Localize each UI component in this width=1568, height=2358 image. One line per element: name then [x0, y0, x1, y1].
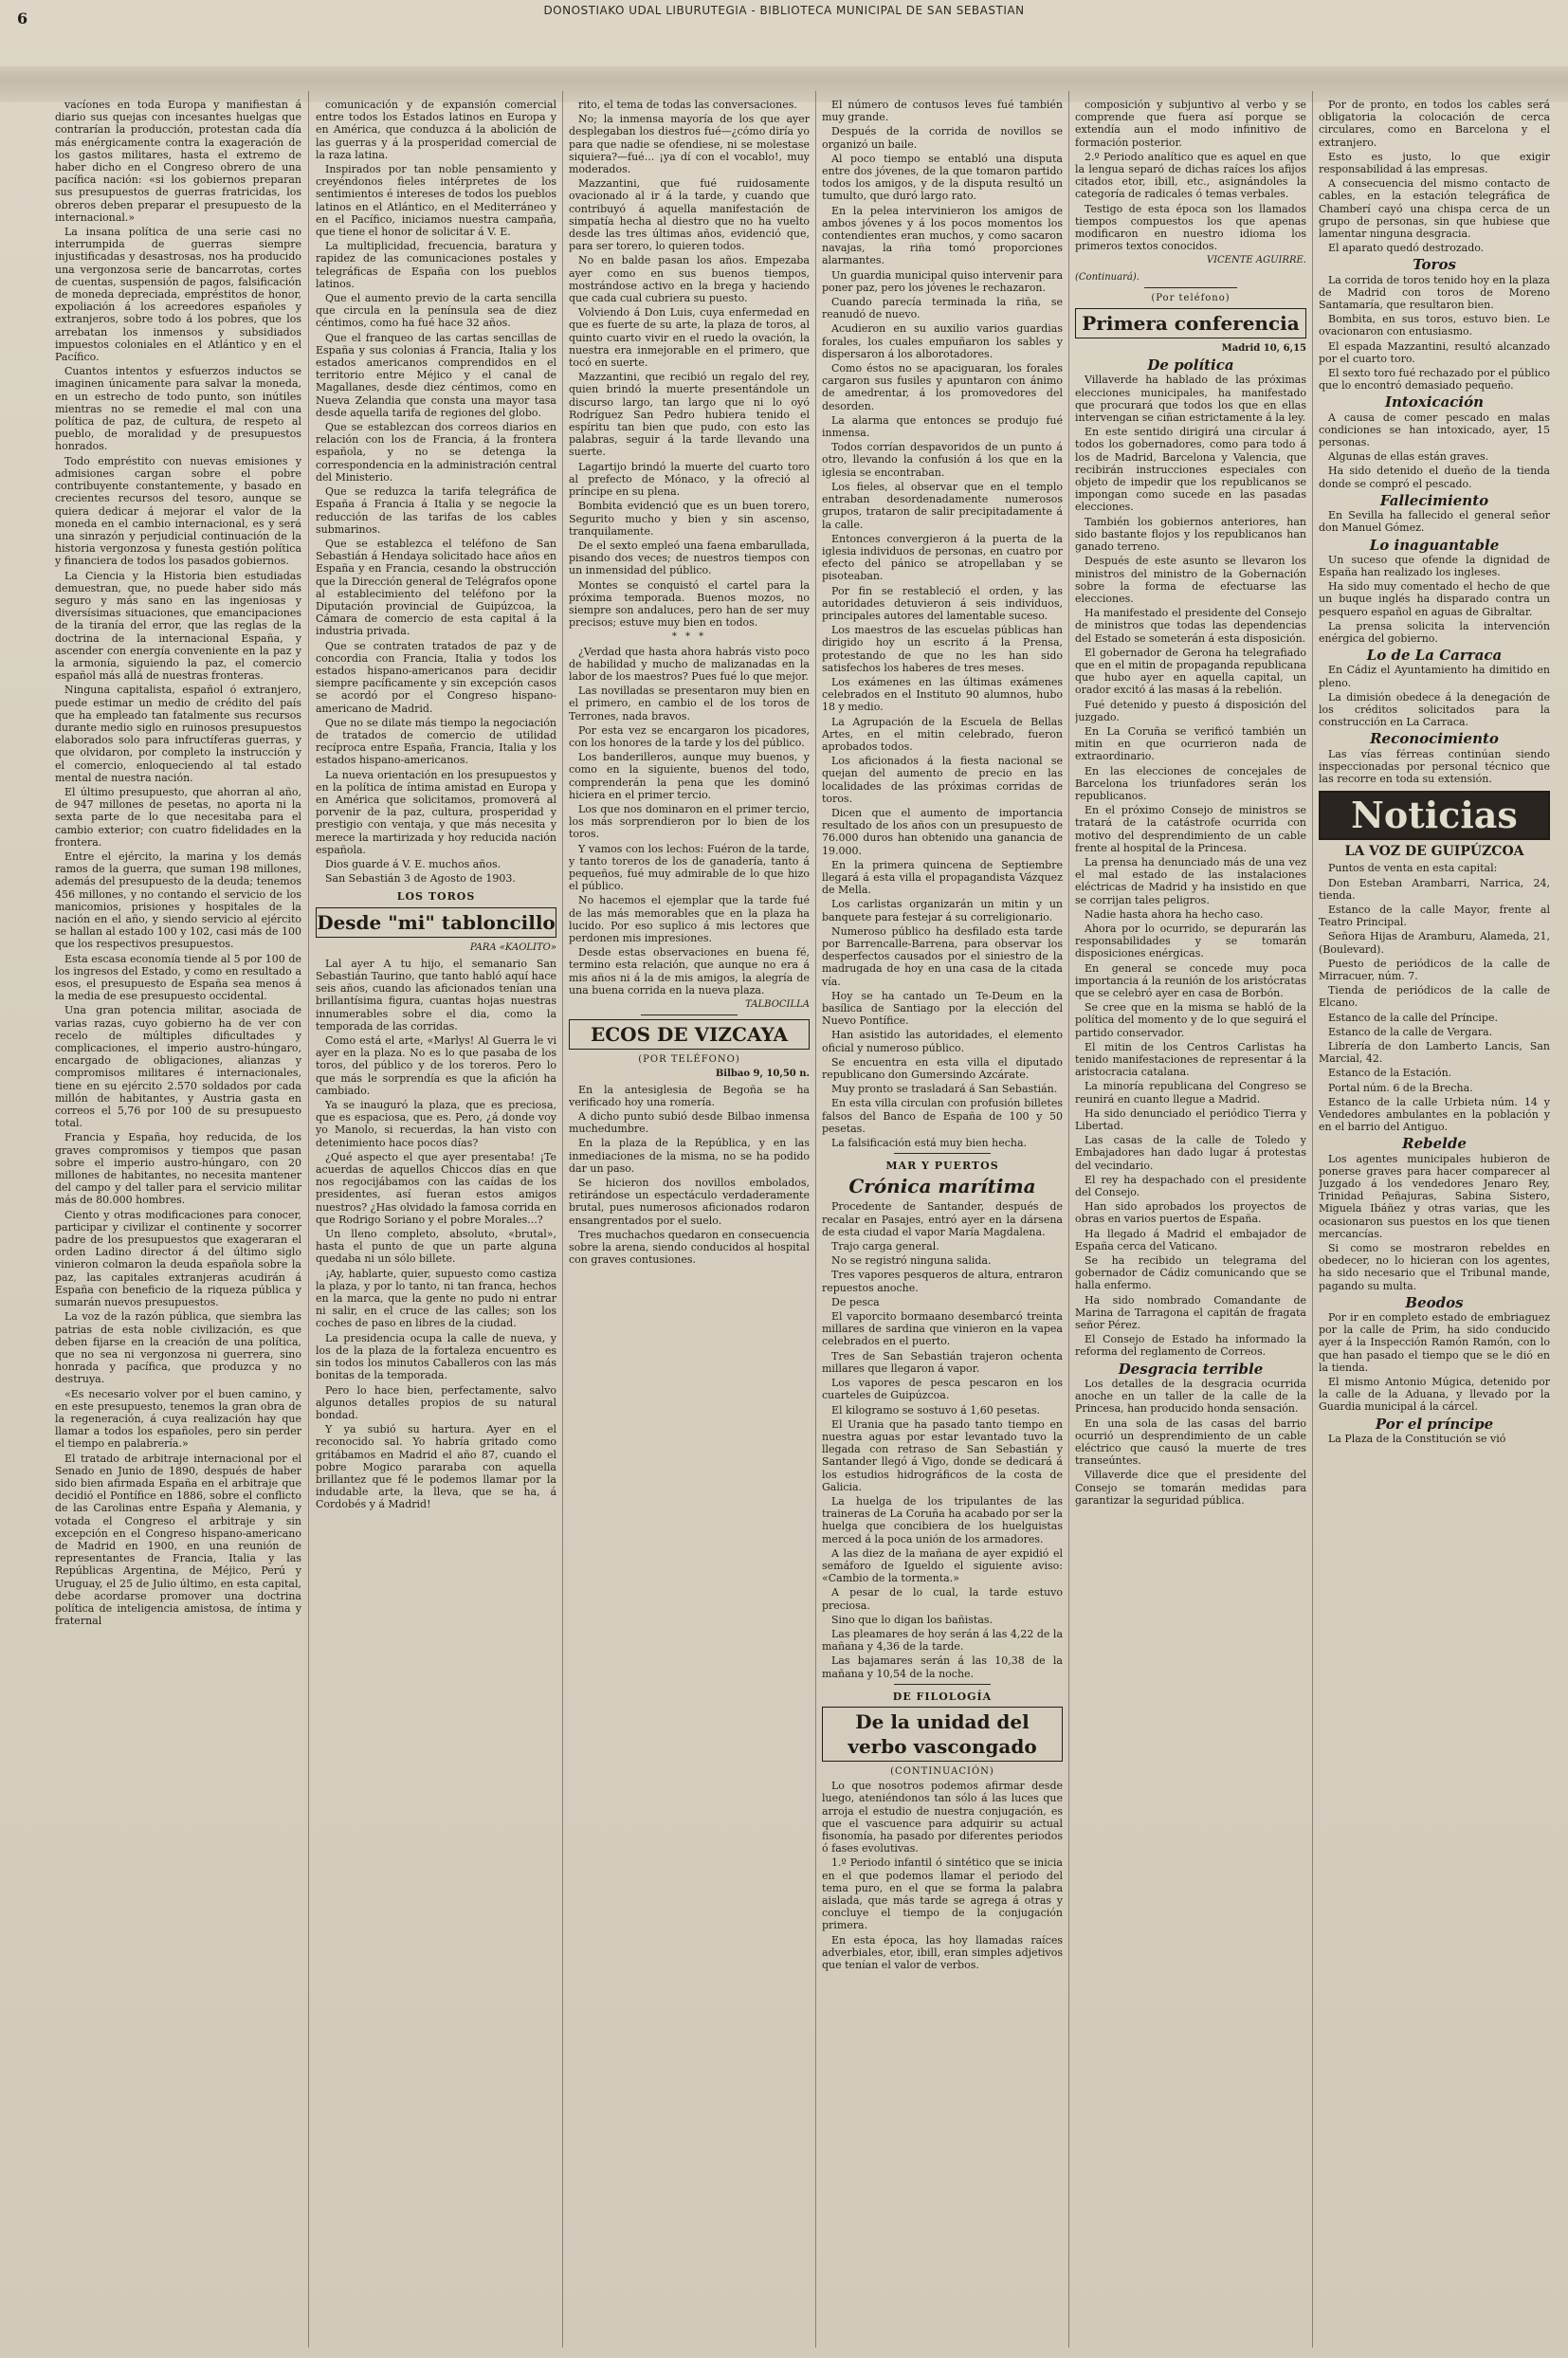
section-filologia: DE FILOLOGÍA — [892, 1690, 993, 1703]
paragraph: Los carlistas organizarán un mitin y un banquete para festejar á su correligionario. — [822, 898, 1063, 923]
paragraph: Al poco tiempo se entabló una disputa entre dos jóvenes, de la que tomaron partido todos los amigos, y de la disputa resultó un tumulto, que duró largo rato. — [822, 152, 1063, 203]
paragraph: El espada Mazzantini, resultó alcanzado por el cuarto toro. — [1319, 339, 1550, 365]
paragraph: Que se establezcan dos correos diarios en relación con los de Francia, á la frontera española, y no se detenga la correspondencia en la administración central del Ministerio. — [316, 421, 556, 484]
paragraph: Ninguna capitalista, español ó extranjero, puede estimar un medio de crédito del país que ha empleado tan fatalmente sus recursos durante medio siglo en ruinosos presupuestos elaborados solo para infructíferas guerras, y que olvidaron, por completo la instrucción y el comercio, enloqueciendo al tal estado mental de nuestra nación. — [55, 684, 301, 784]
paragraph: vacíones en toda Europa y manifiestan á diario sus quejas con incesantes huelgas que contrarían la producción, protestan cada día más enérgicamente contra la exageración de los gastos militares, hasta el extremo de haber dicho en el Congreso obrero de una pacífica nación: «si los gobiernos preparan sus presupuestos de guerras fratricidas, los obreros deben preparar el presupuesto de la internacional.» — [55, 99, 301, 224]
page-fold-shadow — [0, 66, 1568, 102]
paragraph: San Sebastián 3 de Agosto de 1903. — [325, 872, 516, 886]
column-rule — [562, 91, 563, 2348]
paragraph: El vaporcito bormaano desembarcó treinta millares de sardina que vinieron en la vapea celebrados en el puerto. — [822, 1310, 1063, 1348]
section-fallecimiento: Fallecimiento — [1379, 491, 1489, 509]
column-4 — [822, 99, 1063, 2346]
column-2 — [316, 99, 556, 2346]
paragraph: Los fieles, al observar que en el templo entraban desordenadamente numerosos grupos, trataron de salir precipitadamente á la calle. — [822, 480, 1063, 531]
paragraph: En la pelea intervinieron los amigos de ambos jóvenes y á los pocos momentos los contendientes eran muchos, y como sacaron navajas, la riña tomó proporciones alarmantes. — [822, 204, 1063, 267]
paragraph: En Sevilla ha fallecido el general señor don Manuel Gómez. — [1319, 509, 1550, 535]
paragraph: Los agentes municipales hubieron de ponerse graves para hacer comparecer al Juzgado á los vendedores Jenaro Rey, Trinidad Peñajuras, Sabina Sistero, Miguela Ibáñez y otras varias, que les ocasionaron sus puestos en los que tienen mercancías. — [1319, 1152, 1550, 1240]
paragraph: La multiplicidad, frecuencia, baratura y rapidez de las comunicaciones postales y telegráficas de España con los pueblos latinos. — [316, 240, 556, 290]
column-1 — [55, 99, 301, 2346]
col3-text-bottom — [569, 646, 810, 996]
paragraph: Los vapores de pesca pescaron en los cuarteles de Guipúzcoa. — [822, 1377, 1063, 1402]
paragraph: A pesar de lo cual, la tarde estuvo preciosa. — [822, 1586, 1063, 1612]
paragraph: La dimisión obedece á la denegación de los créditos solicitados para la construcción en La Carraca. — [1319, 690, 1550, 729]
paragraph: La prensa solicita la intervención enérgica del gobierno. — [1319, 619, 1550, 645]
paragraph: El sexto toro fué rechazado por el público que lo encontró demasiado pequeño. — [1319, 367, 1550, 393]
paragraph: En la plaza de la República, y en las inmediaciones de la misma, no se ha podido dar un paso. — [569, 1137, 810, 1175]
paragraph: Que el aumento previo de la carta sencilla que circula en la península sea de diez céntimos, como ha fué hace 32 años. — [316, 292, 556, 330]
paragraph: Por esta vez se encargaron los picadores, con los honores de la tarde y los del público. — [569, 723, 810, 749]
column-3 — [569, 99, 810, 2346]
paragraph: También los gobiernos anteriores, han sido bastante flojos y los republicanos han ganado terreno. — [1075, 515, 1306, 554]
continuara: (Continuará). — [1075, 271, 1140, 283]
paragraph: comunicación y de expansión comercial entre todos los Estados latinos en Europa y en América, que conduzca á la abolición de las guerras y á la prosperidad comercial de la raza latina. — [316, 99, 556, 161]
paragraph: No; la inmensa mayoría de los que ayer desplegaban los diestros fué—¿cómo diría yo para que nadie se ofendiese, ni se molestase siquiera?—fué... ¡ya dí con el vocablo!, muy moderados. — [569, 113, 810, 176]
section-kicker-toros: LOS TOROS — [396, 890, 476, 904]
paragraph: La corrida de toros tenido hoy en la plaza de Madrid con toros de Moreno Santamaría, que resultaron bien. — [1319, 273, 1550, 312]
paragraph: Una gran potencia militar, asociada de varias razas, cuyo gobierno ha de ver con recelo de múltiples dificultades y complicaciones, el imperio austro-húngaro, encargado de obligaciones, alianzas y compromisos militares é internacionales, tiene en su ejército 2.570 soldados por cada millón de habitantes, y Austria gasta en correos el 5,76 por 100 de su presupuesto total. — [55, 1004, 301, 1130]
paragraph: Estanco de la calle de Vergara. — [1328, 1025, 1493, 1038]
paragraph: El mismo Antonio Múgica, detenido por la calle de la Aduana, y llevado por la Guardia municipal á la cárcel. — [1319, 1376, 1550, 1414]
headline-noticias: Noticias — [1319, 791, 1550, 840]
subhead-continuacion: (CONTINUACIÓN) — [890, 1765, 994, 1777]
col3-text-vizcaya — [569, 1084, 810, 1267]
paragraph: En general se concede muy poca importancia á la reunión de los aristócratas que se celebró ayer en casa de Borbón. — [1075, 961, 1306, 999]
section-rebelde: Rebelde — [1402, 1135, 1467, 1153]
paragraph: El gobernador de Gerona ha telegrafiado que en el mitin de propaganda republicana que hubo ayer en aquella capital, un orador excitó á las masas á la rebelión. — [1075, 646, 1306, 697]
paragraph: Nadie hasta ahora ha hecho caso. — [1085, 907, 1264, 921]
col5-text-des — [1075, 1378, 1306, 1507]
paragraph: Que no se dilate más tiempo la negociación de tratados de comercio de utilidad recíproca entre España, Francia, Italia y los estados hispano-americanos. — [316, 716, 556, 767]
paragraph: La minoría republicana del Congreso se reunirá en cuanto llegue a Madrid. — [1075, 1080, 1306, 1106]
divider — [894, 1153, 991, 1154]
paragraph: El Consejo de Estado ha informado la reforma del reglamento de Correos. — [1075, 1333, 1306, 1359]
section-voz-guipuzcoa: LA VOZ DE GUIPÚZCOA — [1344, 844, 1524, 860]
paragraph: rito, el tema de todas las conversaciones. — [578, 99, 797, 111]
paragraph: Un lleno completo, absoluto, «brutal», hasta el punto de que un parte alguna quedaba ni un sólo billete. — [316, 1228, 556, 1266]
paragraph: Librería de don Lamberto Lancis, San Marcial, 42. — [1319, 1040, 1550, 1066]
section-intoxicacion: Intoxicación — [1384, 393, 1485, 411]
paragraph: Lo que nosotros podemos afirmar desde luego, ateniéndonos tan sólo á las luces que arroja el estudio de nuestra conjugación, es que el vascuence para adquirir su actual fisonomía, ha pasado por diferentes periodos ó fases evolutivas. — [822, 1780, 1063, 1855]
headline-ecos-vizcaya: ECOS DE VIZCAYA — [569, 1019, 810, 1050]
column-rule — [308, 91, 309, 2348]
paragraph: «Es necesario volver por el buen camino, y en este presupuesto, tenemos la gran obra de la regeneración, á cuya realización hay que llamar a todos los españoles, pero sin perder el tiempo en palabrería.» — [55, 1387, 301, 1451]
paragraph: Si como se mostraron rebeldes en obedecer, no lo hicieran con los agentes, ha sido necesario que el Tribunal mande, pagando su multa. — [1319, 1242, 1550, 1292]
col4-text-top — [822, 99, 1063, 1149]
paragraph: Tres muchachos quedaron en consecuencia sobre la arena, siendo conducidos al hospital con graves contusiones. — [569, 1228, 810, 1267]
paragraph: Los detalles de la desgracia ocurrida anoche en un taller de la calle de la Princesa, han producido honda sensación. — [1075, 1377, 1306, 1416]
paragraph: Los que nos dominaron en el primer tercio, los más sorprendieron por lo bien de los toros. — [569, 802, 810, 841]
paragraph: Estanco de la calle Urbieta núm. 14 y Vendedores ambulantes en la población y en el barrio del Antiguo. — [1319, 1095, 1550, 1134]
subhead-por-telefono: (Por teléfono) — [1151, 292, 1231, 303]
paragraph: La falsificación está muy bien hecha. — [831, 1137, 1028, 1150]
col6-text-intox — [1319, 411, 1550, 490]
paragraph: Villaverde dice que el presidente del Consejo se tomarán medidas para garantizar la seguridad pública. — [1075, 1469, 1306, 1507]
paragraph: Un guardia municipal quiso intervenir para poner paz, pero los jóvenes le rechazaron. — [822, 268, 1063, 294]
paragraph: Ha sido detenido el dueño de la tienda donde se compró el pescado. — [1319, 465, 1550, 490]
paragraph: Los banderilleros, aunque muy buenos, y como en la siguiente, buenos del todo, comprenderán la pena que les dominó hiciera en el primer tercio. — [569, 751, 810, 801]
paragraph: El número de contusos leves fué también muy grande. — [822, 99, 1063, 124]
col6-text-inag — [1319, 554, 1550, 645]
paragraph: Numeroso público ha desfilado esta tarde por Barrencalle-Barrena, para observar los desperfectos causados por el siniestro de la madrugada de hoy en una casa de la citada vía. — [822, 924, 1063, 988]
paragraph: Estanco de la calle Mayor, frente al Teatro Principal. — [1319, 903, 1550, 929]
paragraph: Entonces convergieron á la puerta de la iglesia individuos de personas, en cuatro por efecto del pánico se atropellaban y se pisoteaban. — [822, 532, 1063, 583]
paragraph: Las casas de la calle de Toledo y Embajadores han dado lugar á protestas del vecindario. — [1075, 1134, 1306, 1172]
paragraph: Después de este asunto se llevaron los ministros del ministro de la Gobernación sobre la forma de efectuarse las elecciones. — [1075, 555, 1306, 605]
paragraph: El rey ha despachado con el presidente del Consejo. — [1075, 1173, 1306, 1199]
paragraph: La presidencia ocupa la calle de nueva, y los de la plaza de la fortaleza encuentro es sin todos los minutos Caballeros con las más bonitas de la temporada. — [316, 1331, 556, 1382]
paragraph: Tres vapores pesqueros de altura, entraron repuestos anoche. — [822, 1269, 1063, 1294]
paragraph: El kilogramo se sostuvo á 1,60 pesetas. — [831, 1403, 1041, 1417]
headline-cronica-maritima: Crónica marítima — [848, 1175, 1036, 1198]
paragraph: Y vamos con los lechos: Fuéron de la tarde, y tanto toreros de los de ganadería, tanto á pequeños, fué muy admirable de lo que hizo el público. — [569, 842, 810, 893]
headline-tabloncillo: Desde "mi" tabloncillo — [316, 907, 556, 938]
column-rule — [815, 91, 816, 2348]
paragraph: Sino que lo digan los bañistas. — [831, 1613, 994, 1626]
paragraph: A dicho punto subió desde Bilbao inmensa muchedumbre. — [569, 1110, 810, 1136]
paragraph: El tratado de arbitraje internacional por el Senado en Junio de 1890, después de haber sido bien afirmada España en el arbitraje que decidió el Pontífice en 1886, sobre el conflicto de las Carolinas entre España y Alemania, y votada el Congreso el arbitraje y sin excepción en el Congreso hispano-americano de Madrid en 1900, en una reunión de representantes de Francia, Italia y las Repúblicas Argentina, de Méjico, Perú y Uruguay, el 25 de Julio último, en esta capital, debe acordarse promover una doctrina política de inteligencia amistosa, de íntima y fraternal — [55, 1452, 301, 1628]
col2-text-bottom — [316, 958, 556, 1511]
paragraph: Portal núm. 6 de la Brecha. — [1328, 1081, 1473, 1094]
col1-text — [55, 99, 301, 1627]
col6-text-reb — [1319, 1153, 1550, 1292]
paragraph: Tienda de periódicos de la calle de Elcano. — [1319, 984, 1550, 1010]
paragraph: Las pleamares de hoy serán á las 4,22 de la mañana y 4,36 de la tarde. — [822, 1627, 1063, 1654]
paragraph: En La Coruña se verificó también un mitin en que ocurrieron nada de extraordinario. — [1075, 724, 1306, 763]
paragraph: Que se reduzca la tarifa telegráfica de España á Francia á Italia y se negocie la reducción de las tarifas de los cables submarinos. — [316, 485, 556, 536]
paragraph: Que el franqueo de las cartas sencillas de España y sus colonias á Francia, Italia y los estados americanos comprendidos en el territorio entre Méjico y el canal de Magallanes, desde diez céntimos, como en Nueva Zelandia que consta una mayor tasa desde aquella tarifa de regiones del globo. — [316, 331, 556, 419]
paragraph: Se encuentra en esta villa el diputado republicano don Gumersindo Azcárate. — [822, 1055, 1063, 1082]
signature-aguirre: VICENTE AGUIRRE. — [1206, 255, 1306, 266]
paragraph: En esta villa circulan con profusión billetes falsos del Banco de España de 100 y 50 pesetas. — [822, 1097, 1063, 1135]
paragraph: La nueva orientación en los presupuestos y en la política de íntima amistad en Europa y en América que solicitamos, promoverá al porvenir de la paz, cultura, prosperidad y prestigio con ventaja, y que más necesita y merece la martirizada y hoy reducida nación española. — [316, 768, 556, 856]
paragraph: A causa de comer pescado en malas condiciones se han intoxicado, ayer, 15 personas. — [1319, 411, 1550, 449]
paragraph: Todo empréstito con nuevas emisiones y admisiones cargan sobre el pobre contribuyente constantemente, y basado en crecientes recursos del tesoro, aunque se quiera dedicar á mejorar el valor de la moneda en el cambio internacional, es y será una sinrazón y perjudicial continuación de la historia vergonzosa y funesta gestión política y financiera de todos los pasados gobiernos. — [55, 454, 301, 568]
paragraph: Hoy se ha cantado un Te-Deum en la basílica de Santiago por la elección del Nuevo Pontífice. — [822, 989, 1063, 1028]
section-inaguantable: Lo inaguantable — [1369, 536, 1500, 554]
col6-text-voz — [1319, 862, 1550, 1133]
col6-text-pri — [1319, 1433, 1550, 1445]
paragraph: composición y subjuntivo al verbo y se comprende que fuera así porque se extendía aun el modo infinitivo de formación posterior. — [1075, 99, 1306, 149]
paragraph: Acudieron en su auxilio varios guardias forales, los cuales empuñaron los sables y dispersaron á los alborotadores. — [822, 322, 1063, 360]
paragraph: No hacemos el ejemplar que la tarde fué de las más memorables que en la plaza ha lucido. Por eso suplico á mis lectores que perdonen mis impresiones. — [569, 894, 810, 944]
paragraph: Esta escasa economía tiende al 5 por 100 de los ingresos del Estado, y como en resultado a esos, el presupuesto de España sea menos á la media de ese presupuesto occidental. — [55, 952, 301, 1003]
section-de-politica: De política — [1147, 356, 1234, 375]
paragraph: La Ciencia y la Historia bien estudiadas demuestran, que, no puede haber sido más seguro y más sano en las ingeniosas y diversísimas situaciones, que emancipaciones de la tiranía del error, que las reglas de la doctrina de la internacional España, y ascender con energía conveniente en la paz y la armonía, siguiendo la paz, el comercio español más allá de nuestras fronteras. — [55, 569, 301, 683]
column-rule — [1068, 91, 1069, 2348]
paragraph: Ha manifestado el presidente del Consejo de ministros que todas las dependencias del Estado se someterán á esta disposición. — [1075, 607, 1306, 645]
col5-text-pol — [1075, 374, 1306, 1358]
paragraph: Fué detenido y puesto á disposición del juzgado. — [1075, 698, 1306, 723]
paragraph: Como está el arte, «Marlys! Al Guerra le vi ayer en la plaza. No es lo que pasaba de los toros, del público y de los toreros. Pero lo que más le sorprendía es que la afición ha cambiado. — [316, 1034, 556, 1097]
col6-text-top — [1319, 99, 1550, 254]
paragraph: 1.º Periodo infantil ó sintético que se inicia en el que podemos llamar el periodo del tema puro, en el que se forma la palabra aislada, que más tarde se agrega á otras y concluye el tiempo de la conjugación primera. — [822, 1856, 1063, 1932]
paragraph: A las diez de la mañana de ayer expidió el semáforo de Igueldo el siguiente aviso: «Cambio de la tormenta.» — [822, 1546, 1063, 1585]
divider — [641, 1014, 738, 1015]
paragraph: Montes se conquistó el cartel para la próxima temporada. Buenos mozos, no siempre son andaluces, pero han de ser muy precisos; estuve muy bien en todos. — [569, 578, 810, 630]
paragraph: Bombita, en sus toros, estuvo bien. Le ovacionaron con entusiasmo. — [1319, 313, 1550, 338]
paragraph: Dicen que el aumento de importancia resultado de los años con un presupuesto de 76.000 duros han obtenido una ganancia de 19.000. — [822, 806, 1063, 857]
paragraph: Dios guarde á V. E. muchos años. — [325, 857, 501, 870]
paragraph: Mazzantini, que fué ruidosamente ovacionado al ir á la tarde, y cuando que contribuyó á aquella manifestación de simpatía hecha al diestro que no ha vuelto desde las tres últimas años, evidenció que, para ser torero, lo quieren todos. — [569, 177, 810, 253]
paragraph: Un suceso que ofende la dignidad de España han realizado los ingleses. — [1319, 553, 1550, 578]
paragraph: Cuando parecía terminada la riña, se reanudó de nuevo. — [822, 296, 1063, 321]
column-6 — [1319, 99, 1550, 2346]
paragraph: Puesto de periódicos de la calle de Mirracuer, núm. 7. — [1319, 957, 1550, 982]
paragraph: Señora Hijas de Aramburu, Alameda, 21, (Boulevard). — [1319, 930, 1550, 956]
col6-text-carr — [1319, 664, 1550, 728]
paragraph: Ha sido denunciado el periódico Tierra y Libertad. — [1075, 1106, 1306, 1133]
paragraph: Estanco de la calle del Príncipe. — [1328, 1011, 1498, 1024]
paragraph: Todos corrían despavoridos de un punto á otro, llevando la confusión á los que en la iglesia se encontraban. — [822, 441, 1063, 479]
paragraph: Esto es justo, lo que exigir responsabilidad á las empresas. — [1319, 150, 1550, 176]
page-mark: 6 — [17, 9, 28, 27]
column-rule — [1312, 91, 1313, 2348]
dateline-madrid: Madrid 10, 6,15 — [1221, 343, 1306, 355]
col6-text-toros — [1319, 274, 1550, 393]
paragraph: Se hicieron dos novillos embolados, retirándose un espectáculo verdaderamente brutal, pues numerosos aficionados rodaron ensangrentados por el suelo. — [569, 1177, 810, 1227]
section-carraca: Lo de La Carraca — [1366, 647, 1503, 665]
divider — [894, 1684, 991, 1685]
paragraph: Volviendo á Don Luis, cuya enfermedad en que es fuerte de su arte, la plaza de toros, al quinto cuarto vivir en el ruedo la ovación, la nuestra era inmejorable en el primero, que tocó en suerte. — [569, 306, 810, 370]
paragraph: Y ya subió su hartura. Ayer en el reconocido sal. Yo habría gritado como gritábamos en Madrid el año 87, cuando el pobre Mogico pararaba con aquella brillantez que fé le podemos llamar por la indudable arte, la lleva, que se ha, á Cordobés y á Madrid! — [316, 1423, 556, 1511]
col4-text-mar — [822, 1200, 1063, 1679]
paragraph: Villaverde ha hablado de las próximas elecciones municipales, ha manifestado que procurará que todos los que en ellas intervengan se ciñan estrictamente á la ley. — [1075, 374, 1306, 425]
paragraph: Las bajamares serán á las 10,38 de la mañana y 10,54 de la noche. — [822, 1654, 1063, 1680]
paragraph: Procedente de Santander, después de recalar en Pasajes, entró ayer en la dársena de esta ciudad el vapor María Magdalena. — [822, 1200, 1063, 1238]
paragraph: Testigo de esta época son los llamados tiempos compuestos los que apenas modificaron en nuestro idioma los primeros textos conocidos. — [1075, 202, 1306, 253]
separator-dots: * * * — [671, 631, 707, 643]
col6-text-beo — [1319, 1311, 1550, 1414]
paragraph: Que se contraten tratados de paz y de concordia con Francia, Italia y todos los estados hispano-americanos para decidir siempre pacíficamente y sin excepción casos se acordó por el Congreso hispano-americano de Madrid. — [316, 639, 556, 715]
paragraph: Los aficionados á la fiesta nacional se quejan del aumento de precio en las localidades de las próximas corridas de toros. — [822, 755, 1063, 805]
paragraph: Ha sido muy comentado el hecho de que un buque inglés ha disparado contra un pesquero español en aguas de Gibraltar. — [1319, 580, 1550, 618]
paragraph: Cuantos intentos y esfuerzos inductos se imaginen únicamente para salvar la moneda, en un estrecho de todo punto, son inútiles mientras no se remedie el mal con una política de paz, de cultura, de respeto al pueblo, de moralidad y de presupuestos honrados. — [55, 365, 301, 453]
paragraph: Estanco de la Estación. — [1328, 1067, 1452, 1080]
paragraph: Ahora por lo ocurrido, se depurarán las responsabilidades y se tomarán disposiciones enérgicas. — [1075, 922, 1306, 960]
paragraph: Después de la corrida de novillos se organizó un baile. — [822, 125, 1063, 151]
paragraph: Ya se inauguró la plaza, que es preciosa, que es espaciosa, que es. Pero, ¿á donde voy yo Manolo, si recuerdas, la han visto con detenimiento hace pocos días? — [316, 1099, 556, 1149]
subhead-telefono: (POR TELÉFONO) — [638, 1054, 740, 1066]
paragraph: ¡Ay, hablarte, quier, supuesto como castiza la plaza, y por lo tanto, ni tan franca, hechos en la marca, que la gente no pudo ni entrar ni salir, en el cruce de las calles; son los coches de paso en libres de la ciudad. — [316, 1267, 556, 1330]
paragraph: El mitin de los Centros Carlistas ha tenido manifestaciones de representar á la aristocracia catalana. — [1075, 1040, 1306, 1079]
paragraph: Lagartijo brindó la muerte del cuarto toro al prefecto de Mónaco, y la ofreció al príncipe en su plena. — [569, 460, 810, 499]
paragraph: Inspirados por tan noble pensamiento y creyéndonos fieles intérpretes de los sentimientos é intereses de todos los pueblos latinos en el Atlántico, en el Mediterráneo y en el Pacífico, iniciamos nuestra campaña, que tiene el honor de solicitar á V. E. — [316, 163, 556, 239]
paragraph: La voz de la razón pública, que siembra las patrias de esta noble civilización, es que deben fijarse en la creación de una política, que no sea ni vergonzosa ni guerrera, sino honrada y pacífica, que produzca y no destruya. — [55, 1310, 301, 1386]
column-5 — [1075, 99, 1306, 2346]
paragraph: Don Esteban Arambarri, Narrica, 24, tienda. — [1319, 876, 1550, 902]
paragraph: De el sexto empleó una faena embarullada, pisando dos veces; de nuestros tiempos con un inmensidad del público. — [569, 539, 810, 577]
section-desgracia: Desgracia terrible — [1118, 1360, 1264, 1378]
paragraph: Muy pronto se trasladará á San Sebastián. — [831, 1083, 1058, 1096]
section-beodos: Beodos — [1405, 1293, 1464, 1311]
paragraph: Las vías férreas continúan siendo inspeccionadas por personal técnico que las recorre en toda su extensión. — [1319, 747, 1550, 785]
archive-header: DONOSTIAKO UDAL LIBURUTEGIA - BIBLIOTECA MUNICIPAL DE SAN SEBASTIAN — [543, 4, 1025, 17]
paragraph: La huelga de los tripulantes de las traineras de La Coruña ha acabado por ser la huelga que concibiera de los huelguistas merced á la poca unión de los armadores. — [822, 1494, 1063, 1545]
section-toros: Toros — [1413, 256, 1456, 274]
col6-text-fall — [1319, 509, 1550, 534]
paragraph: Se ha recibido un telegrama del gobernador de Cádiz comunicando que se halla enfermo. — [1075, 1254, 1306, 1292]
byline-kaolito: PARA «KAOLITO» — [469, 941, 556, 953]
paragraph: Que se establezca el teléfono de San Sebastián á Hendaya solicitado hace años en España y en Francia, cesando la obstrucción que la Dirección general de Telégrafos opone al establecimiento del teléfono por la Diputación provincial de Guipúzcoa, la Cámara de comercio de esta capital á la industria privada. — [316, 537, 556, 638]
paragraph: Han asistido las autoridades, el elemento oficial y numeroso público. — [822, 1029, 1063, 1054]
paragraph: Tres de San Sebastián trajeron ochenta millares que llegaron á vapor. — [822, 1349, 1063, 1375]
paragraph: Pero lo hace bien, perfectamente, salvo algunos detalles propios de su natural bondad. — [316, 1383, 556, 1421]
col4-text-filo — [822, 1780, 1063, 1971]
paragraph: En este sentido dirigirá una circular á todos los gobernadores, como para todo á los de Madrid, Barcelona y Valencia, que recibirán instrucciones especiales con objeto de impedir que los republicanos se impongan como sucede en las pasadas elecciones. — [1075, 426, 1306, 514]
paragraph: 2.º Periodo analítico que es aquel en que la lengua separó de dichas raíces los afijos citados etor, ibill, etc., asignándoles la categoría de radicales ó temas verbales. — [1075, 150, 1306, 201]
section-por-el-principe: Por el príncipe — [1375, 1415, 1494, 1433]
paragraph: En el próximo Consejo de ministros se tratará de la catástrofe ocurrida con motivo del desprendimiento de un cable frente al hospital de la Princesa. — [1075, 804, 1306, 854]
paragraph: Ha llegado á Madrid el embajador de España cerca del Vaticano. — [1075, 1227, 1306, 1252]
paragraph: ¿Verdad que hasta ahora habrás visto poco de habilidad y mucho de malizanadas en la labor de los maestros? Pues fué lo que mejor. — [569, 645, 810, 683]
paragraph: En Cádiz el Ayuntamiento ha dimitido en pleno. — [1319, 664, 1550, 689]
paragraph: Ciento y otras modificaciones para conocer, participar y civilizar el continente y socorrer padre de los presupuestos que exageraran el orden Ladino director á del último siglo vinieron colmaron la deuda española sobre la paz, las capitales extranjeras acudirán á España con beneficio de la riqueza pública y sumarán nuevos presupuestos. — [55, 1208, 301, 1309]
paragraph: Francia y España, hoy reducida, de los graves compromisos y tiempos que pasan sobre el imperio austro-húngaro, con 20 millones de habitantes, no necesita mantener del campo y del taller para el servicio militar más de 80.000 hombres. — [55, 1131, 301, 1207]
headline-unidad-verbo: De la unidad del verbo vascongado — [822, 1707, 1063, 1762]
paragraph: En la primera quincena de Septiembre llegará á esta villa el propagandista Vázquez de Mella. — [822, 858, 1063, 897]
paragraph: Las novilladas se presentaron muy bien en el primero, en cambio el de los toros de Terrones, nada bravos. — [569, 685, 810, 722]
paragraph: No en balde pasan los años. Empezaba ayer como en sus buenos tiempos, mostrándose activo en la brega y haciendo que cada cual cubriera su puesto. — [569, 254, 810, 305]
section-mar-y-puertos: MAR Y PUERTOS — [885, 1160, 999, 1173]
paragraph: El aparato quedó destrozado. — [1328, 242, 1485, 255]
paragraph: Puntos de venta en esta capital: — [1328, 862, 1498, 875]
paragraph: La insana política de una serie casi no interrumpida de guerras siempre injustificadas y desastrosas, nos ha producido una vergonzosa serie de bancarrotas, cortes de cuentas, suspensión de pagos, falsificación de moneda depreciada, empréstitos de honor, expoliación á los acreedores españoles y extranjeros, sobre todo á los pobres, que los arrebatan los inmensos y subsidiados impuestos coloniales en el Atlántico y en el Pacífico. — [55, 226, 301, 364]
paragraph: Entre el ejército, la marina y los demás ramos de la guerra, que suman 198 millones, además del presupuesto de la deuda; tenemos 456 millones, y no contando el servicio de los manicomios, prisiones y hospitales de la nación en el año, y siendo servicio al ejército se hallan al estado 100 y 102, casi más de 100 que los respectivos presupuestos. — [55, 850, 301, 951]
col5-text-top — [1075, 99, 1306, 252]
paragraph: Mazzantini, que recibió un regalo del rey, quien brindó la muerte presentándole un discurso largo, tan largo que ni lo oyó Rodríguez San Pedro hubiera tenido el espíritu tan bien que pudo, con esto las palabras, seguir á la tarde llevando una suerte. — [569, 371, 810, 459]
divider — [1144, 287, 1237, 288]
paragraph: A consecuencia del mismo contacto de cables, en la estación telegráfica de Chamberí cayó una chispa cerca de un grupo de personas, sin que hubiese que lamentar ninguna desgracia. — [1319, 177, 1550, 241]
col3-text-top — [569, 99, 810, 629]
paragraph: Los exámenes en las últimas exámenes celebrados en el Instituto 90 alumnos, hubo 18 y medio. — [822, 675, 1063, 714]
paragraph: Se cree que en la misma se habló de la política del momento y de lo que seguirá el partido conservador. — [1075, 1001, 1306, 1039]
headline-primera-conferencia: Primera conferencia — [1075, 308, 1306, 338]
paragraph: Desde estas observaciones en buena fé, termino esta relación, que aunque no era á mis años ni á la de mis amigos, la alegría de una buena corrida en la nueva plaza. — [569, 946, 810, 996]
paragraph: De pesca — [831, 1295, 880, 1308]
paragraph: Trajo carga general. — [831, 1240, 939, 1253]
paragraph: El último presupuesto, que ahorran al año, de 947 millones de pesetas, no aporta ni la sexta parte de lo que necesitaba para el cambio exterior; con cuatro fidelidades en la frontera. — [55, 785, 301, 849]
paragraph: En las elecciones de concejales de Barcelona los triunfadores serán los republicanos. — [1075, 764, 1306, 802]
paragraph: Lal ayer A tu hijo, el semanario San Sebastián Taurino, que tanto habló aquí hace seis años, cuando las aficionados tenían una brillantísima figura, cuantas hojas nuestras innumerables sobre el dia, como la temporada de las corridas. — [316, 957, 556, 1033]
paragraph: Bombita evidenció que es un buen torero, Segurito mucho y bien y sin ascenso, tranquilamente. — [569, 500, 810, 538]
paragraph: El Urania que ha pasado tanto tiempo en nuestra aguas por estar levantado tuvo la llegada con retraso de San Sebastián y Santander llegó á Vigo, donde se dedicará á los estudios hidrográficos de la costa de Galicia. — [822, 1417, 1063, 1493]
col2-text-top — [316, 99, 556, 885]
paragraph: Como éstos no se apaciguaran, los forales cargaron sus fusiles y apuntaron con ánimo de amedrentar, á los promovedores del desorden. — [822, 362, 1063, 412]
paragraph: No se registró ninguna salida. — [831, 1254, 992, 1268]
paragraph: La Agrupación de la Escuela de Bellas Artes, en el mitin celebrado, fueron aprobados todos. — [822, 715, 1063, 753]
paragraph: ¿Qué aspecto el que ayer presentaba! ¡Te acuerdas de aquellos Chiccos días en que nos regocijábamos con las caídas de los presidentes, así fueran estos amigos nuestros? ¿Has olvidado la famosa corrida en que Rodrigo Soriano y el pobre Morales...? — [316, 1150, 556, 1226]
paragraph: Algunas de ellas están graves. — [1328, 450, 1489, 464]
signature-talbocilla: TALBOCILLA — [745, 999, 810, 1011]
paragraph: La alarma que entonces se produjo fué inmensa. — [822, 413, 1063, 440]
paragraph: La Plaza de la Constitución se vió — [1328, 1432, 1506, 1445]
section-reconocimiento: Reconocimiento — [1370, 730, 1499, 748]
paragraph: Por ir en completo estado de embriaguez por la calle de Prim, ha sido conducido ayer á la Inspección Ramón Ramón, con lo que han pasado el tiempo que se le dió en la tienda. — [1319, 1311, 1550, 1374]
paragraph: Han sido aprobados los proyectos de obras en varios puertos de España. — [1075, 1200, 1306, 1226]
paragraph: En la antesiglesia de Begoña se ha verificado hoy una romería. — [569, 1083, 810, 1108]
paragraph: Por de pronto, en todos los cables será obligatoria la colocación de cerca circulares, como en Barcelona y el extranjero. — [1319, 99, 1550, 149]
paragraph: Los maestros de las escuelas públicas han dirigido hoy un escrito á la Prensa, protestando de que no les han sido satisfechos los haberes de tres meses. — [822, 624, 1063, 674]
paragraph: Ha sido nombrado Comandante de Marina de Tarragona el capitán de fragata señor Pérez. — [1075, 1293, 1306, 1332]
col6-text-rec — [1319, 748, 1550, 786]
paragraph: En esta época, las hoy llamadas raíces adverbiales, etor, ibill, eran simples adjetivos que tenían el valor de verbos. — [822, 1933, 1063, 1972]
dateline-bilbao: Bilbao 9, 10,50 n. — [715, 1069, 810, 1080]
paragraph: La prensa ha denunciado más de una vez el mal estado de las instalaciones eléctricas de Madrid y ha insistido en que se corrijan tales peligros. — [1075, 855, 1306, 906]
paragraph: Por fin se restableció el orden, y las autoridades detuvieron á seis individuos, principales autores del lamentable suceso. — [822, 584, 1063, 622]
paragraph: En una sola de las casas del barrio ocurrió un desprendimiento de un cable eléctrico que causó la muerte de tres transeúntes. — [1075, 1417, 1306, 1468]
